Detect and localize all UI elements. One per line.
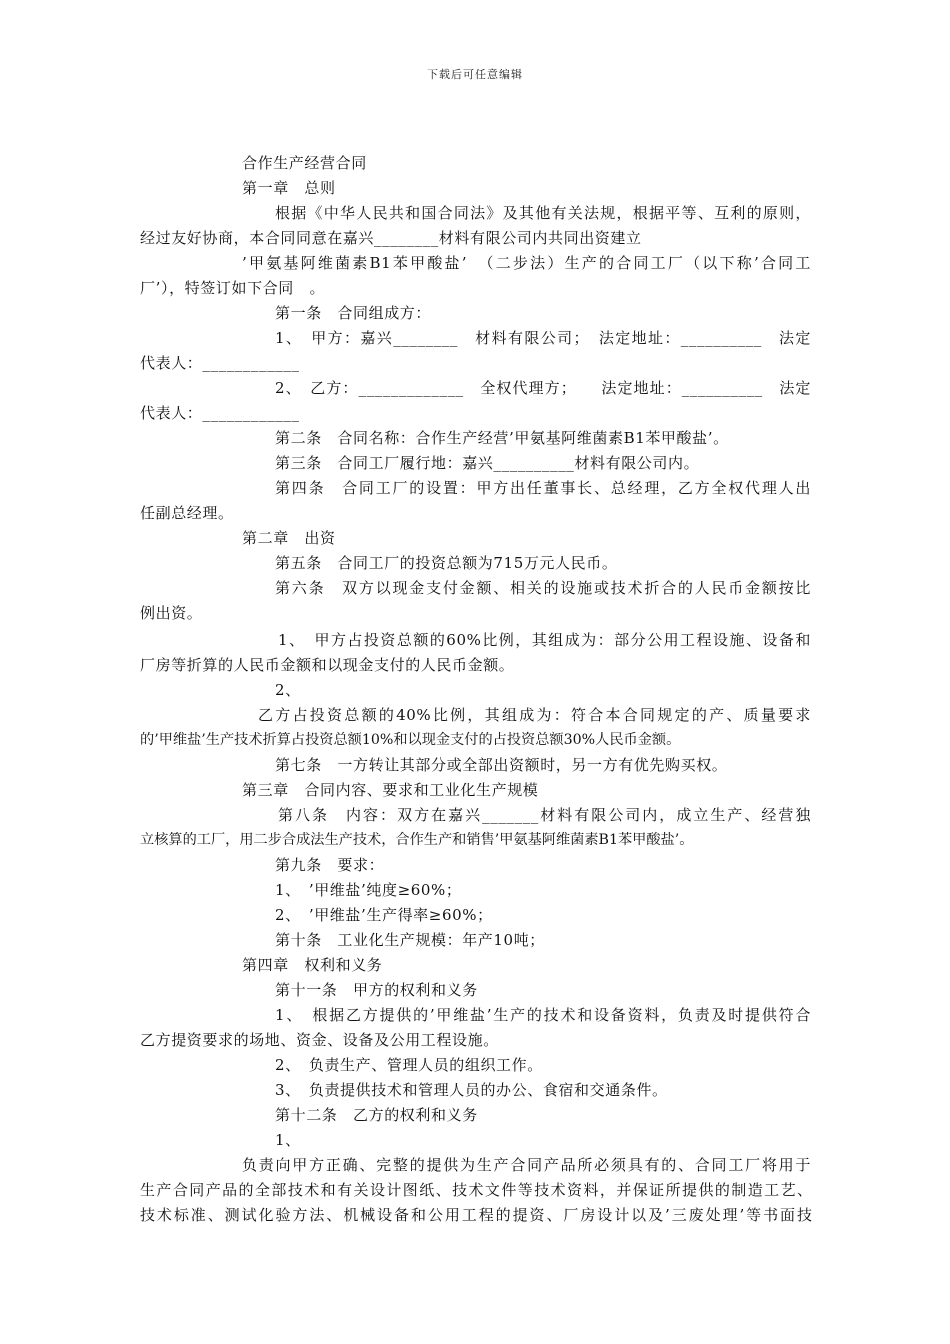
party-b-representative: 代表人：____________ bbox=[140, 404, 300, 422]
list-item: 1、 ’甲维盐’纯度≥60%； bbox=[275, 881, 462, 899]
article-heading: 第十二条 乙方的权利和义务 bbox=[275, 1106, 478, 1124]
party-b-line: 2、 乙方：_____________ 全权代理方； 法定地址：__________ 法定 bbox=[275, 379, 811, 397]
chapter-heading: 第一章 总则 bbox=[242, 179, 336, 197]
list-number: 1、 bbox=[275, 1131, 301, 1149]
paragraph-line: 乙方占投资总额的40%比例，其组成为：符合本合同规定的产、质量要求 bbox=[258, 706, 811, 724]
chapter-heading: 第二章 出资 bbox=[242, 529, 336, 547]
party-a-line: 1、 甲方：嘉兴________ 材料有限公司； 法定地址：__________ 法定 bbox=[275, 329, 811, 347]
article-line: 第四条 合同工厂的设置：甲方出任董事长、总经理，乙方全权代理人出 bbox=[275, 479, 811, 497]
list-number: 2、 bbox=[275, 681, 301, 699]
party-a-representative: 代表人：____________ bbox=[140, 354, 300, 372]
paragraph-line: 技术标准、测试化验方法、机械设备和公用工程的提资、厂房设计以及’三废处理’等书面技 bbox=[140, 1206, 812, 1224]
paragraph-line: 负责向甲方正确、完整的提供为生产合同产品所必须具有的、合同工厂将用于 bbox=[242, 1156, 811, 1174]
list-item: 乙方提资要求的场地、资金、设备及公用工程设施。 bbox=[140, 1031, 499, 1049]
paragraph-line: 的’甲维盐’生产技术折算占投资总额10%和以现金支付的占投资总额30%人民币金额。 bbox=[140, 732, 681, 748]
article-heading: 第一条 合同组成方： bbox=[275, 304, 432, 322]
contract-title: 合作生产经营合同 bbox=[242, 154, 367, 172]
article-line: 第三条 合同工厂履行地：嘉兴__________材料有限公司内。 bbox=[275, 454, 700, 472]
list-item: 2、 负责生产、管理人员的组织工作。 bbox=[275, 1056, 543, 1074]
list-item: 1、 根据乙方提供的’甲维盐’生产的技术和设备资料，负责及时提供符合 bbox=[275, 1006, 811, 1024]
article-line: 第八条 内容：双方在嘉兴_______材料有限公司内，成立生产、经营独 bbox=[278, 806, 811, 824]
article-line: 第九条 要求： bbox=[275, 856, 385, 874]
page-header: 下载后可任意编辑 bbox=[427, 68, 523, 81]
paragraph-line: 根据《中华人民共和国合同法》及其他有关法规，根据平等、互利的原则， bbox=[275, 204, 811, 222]
article-line: 第七条 一方转让其部分或全部出资额时，另一方有优先购买权。 bbox=[275, 756, 728, 774]
article-heading: 第十一条 甲方的权利和义务 bbox=[275, 981, 478, 999]
paragraph-line: 厂房等折算的人民币金额和以现金支付的人民币金额。 bbox=[140, 656, 515, 674]
paragraph-line: 生产合同产品的全部技术和有关设计图纸、技术文件等技术资料，并保证所提供的制造工艺、 bbox=[140, 1181, 812, 1199]
article-line: 立核算的工厂，用二步合成法生产技术，合作生产和销售’甲氨基阿维菌素B1苯甲酸盐’。 bbox=[140, 832, 694, 848]
paragraph-line: 1、 甲方占投资总额的60%比例，其组成为：部分公用工程设施、设备和 bbox=[278, 631, 811, 649]
article-line: 任副总经理。 bbox=[140, 504, 234, 522]
paragraph-line: ’甲氨基阿维菌素B1苯甲酸盐’ （二步法）生产的合同工厂（以下称’合同工 bbox=[242, 254, 811, 272]
list-item: 2、 ’甲维盐’生产得率≥60%； bbox=[275, 906, 493, 924]
chapter-heading: 第四章 权利和义务 bbox=[242, 956, 383, 974]
list-item: 3、 负责提供技术和管理人员的办公、食宿和交通条件。 bbox=[275, 1081, 668, 1099]
paragraph-line: 经过友好协商，本合同同意在嘉兴________材料有限公司内共同出资建立 bbox=[140, 229, 642, 247]
paragraph-line: 厂’），特签订如下合同 。 bbox=[140, 279, 326, 297]
article-line: 例出资。 bbox=[140, 604, 203, 622]
article-line: 第十条 工业化生产规模：年产10吨； bbox=[275, 931, 545, 949]
article-line: 第六条 双方以现金支付金额、相关的设施或技术折合的人民币金额按比 bbox=[275, 579, 811, 597]
chapter-heading: 第三章 合同内容、要求和工业化生产规模 bbox=[242, 781, 539, 799]
article-line: 第五条 合同工厂的投资总额为715万元人民币。 bbox=[275, 554, 618, 572]
article-line: 第二条 合同名称：合作生产经营’甲氨基阿维菌素B1苯甲酸盐’。 bbox=[275, 429, 729, 447]
